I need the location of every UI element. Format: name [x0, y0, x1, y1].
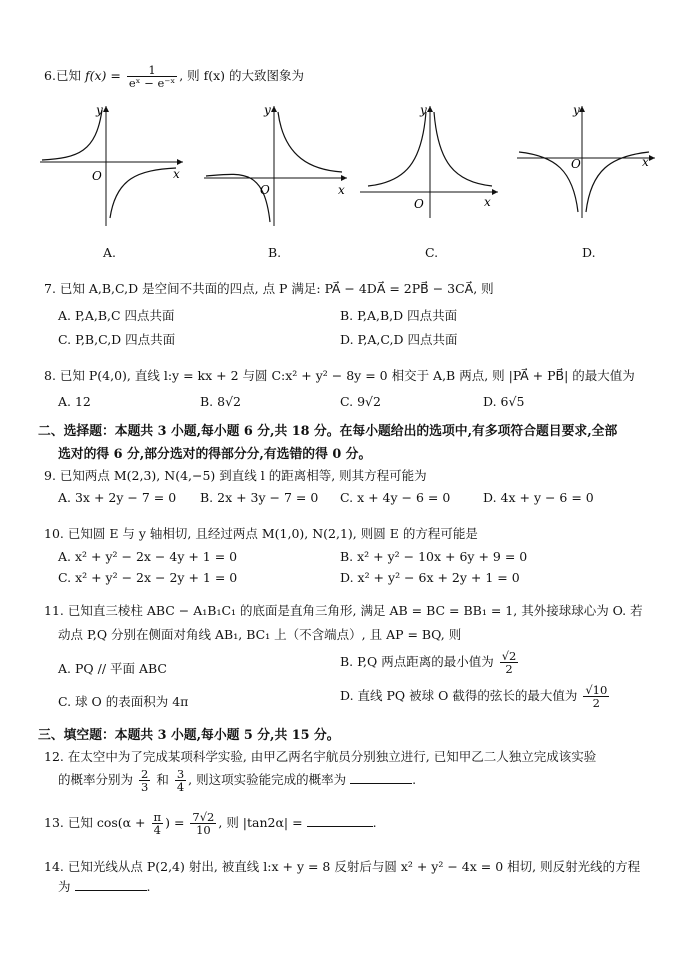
q13-stem: 13. 已知 cos(α + $\frac{\pi}{4}$ ) = $\frac{7√2}{10}$ , 则 |tan2α| = . — [44, 810, 377, 838]
graph-c — [358, 100, 508, 230]
graph-a-label: A. — [103, 245, 117, 260]
graph-d-label: D. — [582, 245, 596, 260]
q11-option-c[interactable]: C. 球 O 的表面积为 4π — [58, 694, 189, 709]
graph-a-x: x — [173, 167, 180, 181]
graph-b — [202, 100, 352, 230]
q13-fraction-1: $\frac{\pi}{4}$ — [153, 810, 162, 838]
q12-fraction-1: $\frac{2}{3}$ — [141, 767, 149, 795]
q11-stem-line1: 11. 已知直三棱柱 ABC − A₁B₁C₁ 的底面是直角三角形, 满足 AB = BC = BB₁ = 1, 其外接球球心为 O. 若 — [44, 603, 643, 618]
q11-option-d[interactable]: D. 直线 PQ 被球 O 截得的弦长的最大值为 $\frac{√10}{2}$ — [340, 683, 608, 711]
q8-option-d[interactable]: D. 6√5 — [483, 394, 525, 409]
q7-option-a[interactable]: A. P,A,B,C 四点共面 — [58, 308, 175, 323]
q14-stem-line1: 14. 已知光线从点 P(2,4) 射出, 被直线 l:x + y = 8 反射后与圆 x² + y² − 4x = 0 相切, 则反射光线的方程 — [44, 859, 641, 874]
graph-b-x: x — [338, 183, 345, 197]
q7-stem: 7. 已知 A,B,C,D 是空间不共面的四点, 点 P 满足: PA⃗ − 4DA⃗ = 2PB⃗ − 3CA⃗, 则 — [44, 281, 494, 296]
q12-stem-line2: 的概率分别为 $\frac{2}{3}$ 和 $\frac{3}{4}$ , 则这项实验能完成的概率为 . — [58, 767, 417, 795]
q14-stem-line2: 为 . — [58, 879, 151, 894]
q6-fraction: $\frac{1}{\text{eˣ − e⁻ˣ}}$ — [128, 63, 176, 91]
q8-stem: 8. 已知 P(4,0), 直线 l:y = kx + 2 与圆 C:x² + y² − 8y = 0 相交于 A,B 两点, 则 |PA⃗ + PB⃗| 的最大值为 — [44, 368, 635, 383]
q11-option-b-fraction: $\frac{√2}{2}$ — [501, 649, 517, 677]
graph-d-y: y — [573, 103, 580, 117]
q9-option-c[interactable]: C. x + 4y − 6 = 0 — [340, 490, 451, 505]
graph-a — [38, 100, 188, 230]
graph-a-y: y — [96, 103, 103, 117]
section-3-title: 三、填空题：本题共 3 小题,每小题 5 分,共 15 分。 — [38, 728, 340, 743]
q10-option-b[interactable]: B. x² + y² − 10x + 6y + 9 = 0 — [340, 549, 528, 564]
section-2-title-line2: 选对的得 6 分,部分选对的得部分分,有选错的得 0 分。 — [58, 447, 372, 462]
q13-answer-blank[interactable] — [307, 814, 373, 827]
q10-stem: 10. 已知圆 E 与 y 轴相切, 且经过两点 M(1,0), N(2,1), 则圆 E 的方程可能是 — [44, 526, 478, 541]
graph-d — [515, 100, 675, 230]
q10-option-c[interactable]: C. x² + y² − 2x − 2y + 1 = 0 — [58, 570, 238, 585]
graph-b-y: y — [264, 103, 271, 117]
graph-c-y: y — [420, 103, 427, 117]
graph-a-o: O — [92, 169, 102, 183]
graph-c-x: x — [484, 195, 491, 209]
q7-option-c[interactable]: C. P,B,C,D 四点共面 — [58, 332, 176, 347]
graph-d-o: O — [571, 157, 581, 171]
section-2-title: 二、选择题：本题共 3 小题,每小题 6 分,共 18 分。在每小题给出的选项中,有多项符合题目要求,全部 — [38, 424, 618, 439]
q8-option-c[interactable]: C. 9√2 — [340, 394, 381, 409]
graph-b-o: O — [260, 183, 270, 197]
q12-stem-line1: 12. 在太空中为了完成某项科学实验, 由甲乙两名宇航员分别独立进行, 已知甲乙二人独立完成该实验 — [44, 749, 597, 764]
graph-c-o: O — [414, 197, 424, 211]
q10-option-a[interactable]: A. x² + y² − 2x − 4y + 1 = 0 — [58, 549, 238, 564]
q7-option-d[interactable]: D. P,A,C,D 四点共面 — [340, 332, 458, 347]
q11-option-d-fraction: $\frac{√10}{2}$ — [585, 683, 608, 711]
q9-stem: 9. 已知两点 M(2,3), N(4,−5) 到直线 l 的距离相等, 则其方程可能为 — [44, 468, 427, 483]
q11-option-a[interactable]: A. PQ // 平面 ABC — [58, 661, 167, 676]
q11-stem-line2: 动点 P,Q 分别在侧面对角线 AB₁, BC₁ 上（不含端点）, 且 AP = BQ, 则 — [58, 627, 462, 642]
q8-option-b[interactable]: B. 8√2 — [200, 394, 242, 409]
q10-option-d[interactable]: D. x² + y² − 6x + 2y + 1 = 0 — [340, 570, 520, 585]
q9-option-b[interactable]: B. 2x + 3y − 7 = 0 — [200, 490, 319, 505]
q6-stem: 6.已知 f(x) = $\frac{1}{\text{eˣ − e⁻ˣ}}$ , 则 f(x) 的大致图象为 — [44, 63, 305, 91]
q7-option-b[interactable]: B. P,A,B,D 四点共面 — [340, 308, 458, 323]
q9-option-d[interactable]: D. 4x + y − 6 = 0 — [483, 490, 594, 505]
q14-answer-blank[interactable] — [75, 878, 147, 891]
q8-option-a[interactable]: A. 12 — [58, 394, 91, 409]
graph-c-label: C. — [425, 245, 439, 260]
q11-option-b[interactable]: B. P,Q 两点距离的最小值为 $\frac{√2}{2}$ — [340, 649, 517, 677]
q9-option-a[interactable]: A. 3x + 2y − 7 = 0 — [58, 490, 177, 505]
q13-fraction-2: $\frac{7√2}{10}$ — [192, 810, 215, 838]
graph-d-x: x — [642, 155, 649, 169]
q12-answer-blank[interactable] — [350, 771, 412, 784]
q12-fraction-2: $\frac{3}{4}$ — [176, 767, 185, 795]
graph-b-label: B. — [268, 245, 282, 260]
